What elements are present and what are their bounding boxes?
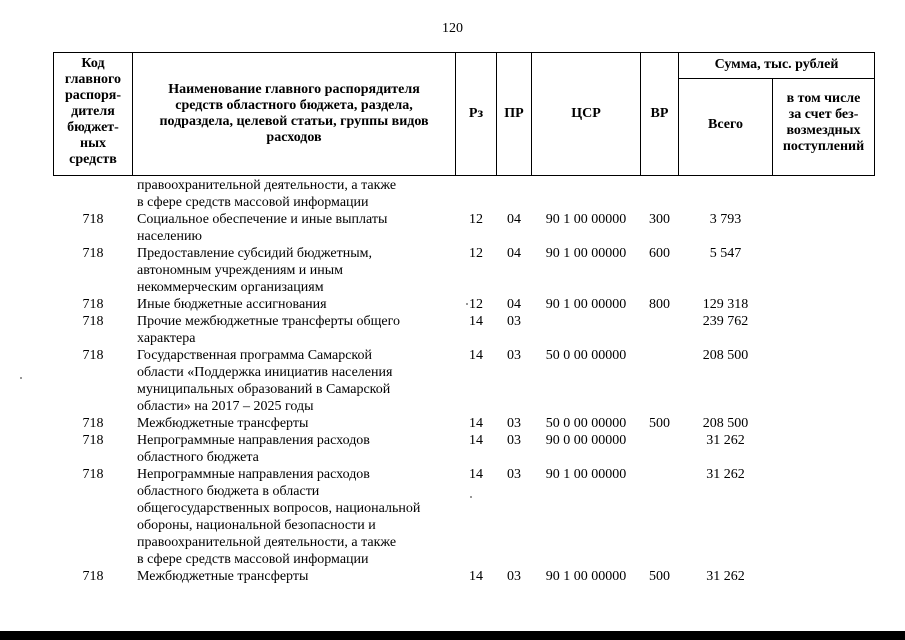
cell-csr: 50 0 00 00000: [545, 348, 627, 363]
header-incl-text: в том числе за счет без- возмездных поступлений: [782, 91, 865, 154]
cell-csr: 90 0 00 00000: [545, 433, 627, 448]
header-rz: [455, 52, 497, 176]
cell-code: 718: [82, 348, 104, 363]
cell-name: [137, 432, 452, 466]
cell-name-line: областного бюджета в области: [137, 484, 320, 499]
cell-pr: 04: [507, 212, 521, 227]
cell-name: [137, 415, 452, 432]
cell-name-line: характера: [137, 331, 196, 346]
header-pr-text: ПР: [504, 106, 524, 121]
cell-name-line: Межбюджетные трансферты: [137, 416, 309, 431]
cell-total: 31 262: [706, 433, 745, 448]
header-rz-text: Рз: [468, 106, 484, 121]
header-name-text: Наименование главного распорядителя средств областного бюджета, раздела, подраздела, целевой статьи, группы видов расходов: [159, 82, 429, 145]
cell-csr: 90 1 00 00000: [545, 467, 627, 482]
cell-name-line: областного бюджета: [137, 450, 259, 465]
cell-name-line: некоммерческим организациям: [137, 280, 324, 295]
cell-csr: 90 1 00 00000: [545, 212, 627, 227]
cell-name-line: Непрограммные направления расходов: [137, 467, 370, 482]
cell-name: [137, 568, 452, 585]
cell-name-line: Прочие межбюджетные трансферты общего: [137, 314, 400, 329]
cell-name-line: автономным учреждениям и иным: [137, 263, 344, 278]
cell-code: 718: [82, 212, 104, 227]
cell-pr: 03: [507, 314, 521, 329]
cell-vr: 800: [649, 297, 670, 312]
cell-total: 208 500: [702, 348, 749, 363]
header-code: [53, 52, 133, 176]
cell-vr: 600: [649, 246, 670, 261]
header-vr-text: ВР: [650, 106, 669, 121]
cell-total: 5 547: [709, 246, 742, 261]
cell-rz: 14: [469, 416, 483, 431]
cell-csr: 90 1 00 00000: [545, 297, 627, 312]
cell-rz: 14: [469, 348, 483, 363]
cell-vr: 300: [649, 212, 670, 227]
cell-name: [137, 466, 452, 568]
header-csr-text: ЦСР: [571, 106, 601, 121]
header-sum: [678, 52, 875, 79]
header-total: [678, 78, 773, 176]
cell-pr: 03: [507, 416, 521, 431]
cell-total: 3 793: [709, 212, 742, 227]
cell-csr: 50 0 00 00000: [545, 416, 627, 431]
cell-name: [137, 296, 452, 313]
cell-csr: 90 1 00 00000: [545, 569, 627, 584]
cell-rz: 12: [469, 297, 483, 312]
cell-name: [137, 177, 452, 211]
cell-name-line: Предоставление субсидий бюджетным,: [137, 246, 373, 261]
cell-rz: 12: [469, 246, 483, 261]
scan-bottom-edge: [0, 631, 905, 640]
cell-total: 239 762: [702, 314, 749, 329]
scan-speck: [466, 303, 468, 305]
cell-name-line: Межбюджетные трансферты: [137, 569, 309, 584]
cell-pr: 04: [507, 246, 521, 261]
header-name: [132, 52, 456, 176]
cell-name-line: общегосударственных вопросов, национальной: [137, 501, 421, 516]
cell-name-line: Государственная программа Самарской: [137, 348, 373, 363]
cell-name-line: в сфере средств массовой информации: [137, 552, 369, 567]
cell-rz: 14: [469, 467, 483, 482]
cell-pr: 03: [507, 348, 521, 363]
header-code-text: Код главного распоря- дителя бюджет- ных средств: [64, 56, 122, 167]
cell-code: 718: [82, 416, 104, 431]
cell-name-line: муниципальных образований в Самарской: [137, 382, 391, 397]
cell-name-line: Социальное обеспечение и иные выплаты: [137, 212, 388, 227]
cell-csr: 90 1 00 00000: [545, 246, 627, 261]
cell-name-line: Иные бюджетные ассигнования: [137, 297, 327, 312]
cell-vr: 500: [649, 416, 670, 431]
cell-name-line: в сфере средств массовой информации: [137, 195, 369, 210]
cell-vr: 500: [649, 569, 670, 584]
cell-name-line: области» на 2017 – 2025 годы: [137, 399, 314, 414]
cell-code: 718: [82, 297, 104, 312]
header-sum-text: Сумма, тыс. рублей: [714, 57, 839, 72]
header-vr: [640, 52, 679, 176]
cell-total: 31 262: [706, 467, 745, 482]
cell-name: [137, 211, 452, 245]
cell-name-line: обороны, национальной безопасности и: [137, 518, 376, 533]
cell-name: [137, 347, 452, 415]
scan-speck: [470, 496, 472, 498]
cell-rz: 14: [469, 433, 483, 448]
cell-name: [137, 313, 452, 347]
cell-name-line: правоохранительной деятельности, а также: [137, 178, 397, 193]
cell-name-line: населению: [137, 229, 202, 244]
cell-code: 718: [82, 246, 104, 261]
cell-pr: 03: [507, 433, 521, 448]
cell-rz: 14: [469, 314, 483, 329]
cell-name-line: правоохранительной деятельности, а также: [137, 535, 397, 550]
cell-name-line: Непрограммные направления расходов: [137, 433, 370, 448]
cell-code: 718: [82, 467, 104, 482]
cell-total: 129 318: [702, 297, 749, 312]
cell-pr: 03: [507, 467, 521, 482]
cell-code: 718: [82, 569, 104, 584]
cell-rz: 14: [469, 569, 483, 584]
header-csr: [531, 52, 641, 176]
cell-code: 718: [82, 433, 104, 448]
page-number: 120: [442, 21, 463, 36]
cell-pr: 03: [507, 569, 521, 584]
header-total-text: Всего: [708, 117, 743, 132]
header-pr: [496, 52, 532, 176]
cell-code: 718: [82, 314, 104, 329]
cell-pr: 04: [507, 297, 521, 312]
scan-speck: [20, 377, 22, 379]
cell-name: [137, 245, 452, 296]
header-incl: [772, 78, 875, 176]
cell-rz: 12: [469, 212, 483, 227]
cell-name-line: области «Поддержка инициатив населения: [137, 365, 393, 380]
cell-total: 208 500: [702, 416, 749, 431]
cell-total: 31 262: [706, 569, 745, 584]
